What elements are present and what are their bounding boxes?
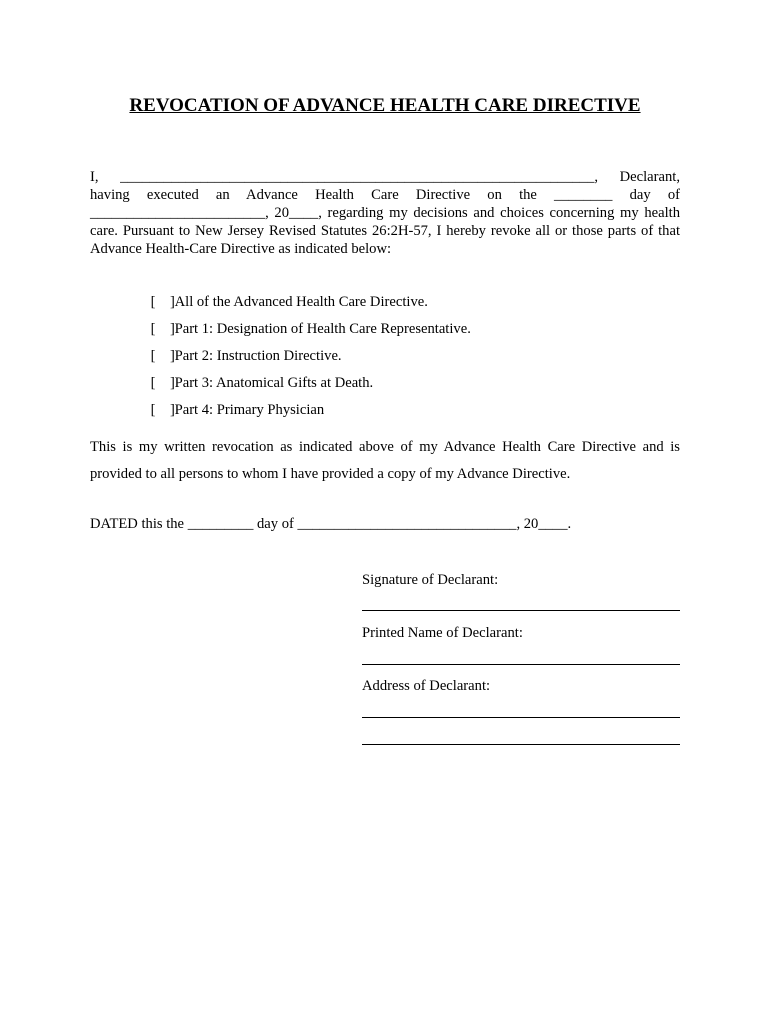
printed-name-line[interactable] (362, 664, 680, 665)
option-part-3-checkbox[interactable]: [ ] (150, 375, 175, 391)
document-title: REVOCATION OF ADVANCE HEALTH CARE DIRECTIVE (129, 95, 641, 116)
address-label: Address of Declarant: (362, 678, 491, 694)
option-all-checkbox[interactable]: [ ] (150, 294, 175, 310)
dated-line: DATED this the _________ day of ______________________________, 20____. (90, 516, 572, 532)
signature-label: Signature of Declarant: (362, 572, 499, 588)
intro-paragraph: I, _________________________________________________________________, Declarant, having executed an Advance Health Care Directive on the ________ day of ________________________, 20____, regarding my decisions and choices concerning my health care. Pursuant to New Jersey Revised Statutes 26:2H-57, I hereby revoke all or those parts of that Advance Health-Care Directive as indicated below: (90, 169, 680, 257)
option-all-label: All of the Advanced Health Care Directive. (174, 294, 428, 310)
option-part-4-label: Part 4: Primary Physician (174, 402, 325, 418)
address-line-2[interactable] (362, 744, 680, 745)
printed-name-label: Printed Name of Declarant: (362, 625, 523, 641)
option-part-1-label: Part 1: Designation of Health Care Representative. (174, 321, 471, 337)
option-part-4-checkbox[interactable]: [ ] (150, 402, 175, 418)
signature-line[interactable] (362, 610, 680, 611)
revocation-paragraph: This is my written revocation as indicated above of my Advance Health Care Directive and is provided to all persons to whom I have provided a copy of my Advance Directive. (90, 439, 680, 482)
option-part-4 (136, 383, 324, 437)
option-part-2-label: Part 2: Instruction Directive. (174, 348, 342, 364)
option-part-2-checkbox[interactable]: [ ] (150, 348, 175, 364)
option-part-1-checkbox[interactable]: [ ] (150, 321, 175, 337)
option-part-3-label: Part 3: Anatomical Gifts at Death. (174, 375, 374, 391)
address-line-1[interactable] (362, 717, 680, 718)
